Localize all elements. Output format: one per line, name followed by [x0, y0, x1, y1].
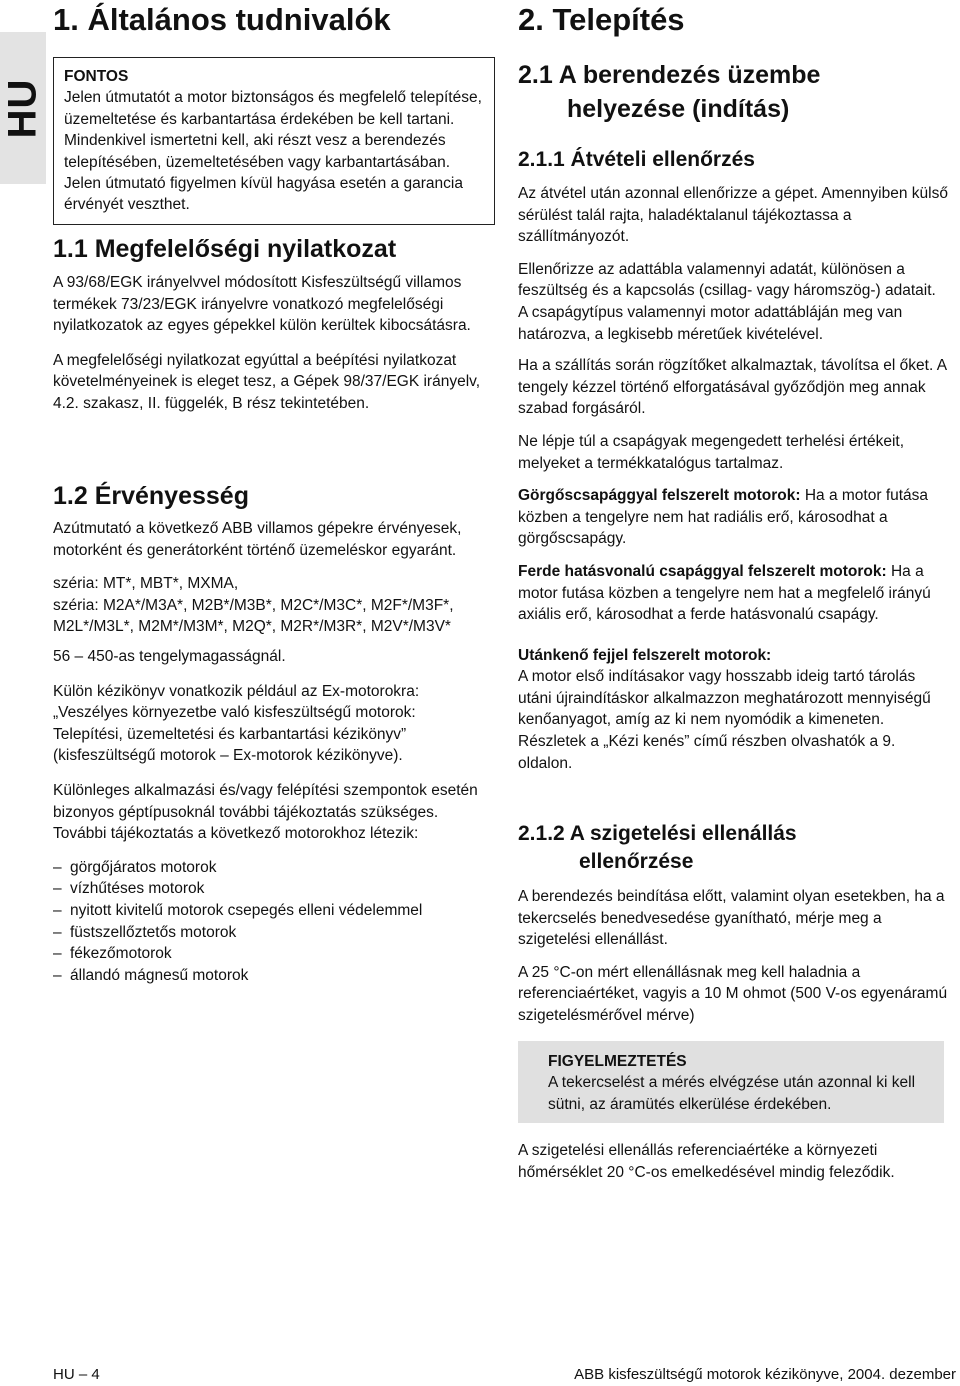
- important-notice-text: Jelen útmutatót a motor biztonságos és megfelelő telepítése, üzemeltetése és karbantartása érdekében be kell tartani. Mindenkivel ismertetni kell, aki részt vesz a berendezés telepítésében, üzemeltetésében vagy karbantartásában. Jelen útmutató figyelmen kívül hagyása esetén a garancia érvényét veszthet.: [64, 89, 482, 214]
- grease-nipple-label: Utánkenő fejjel felszerelt motorok:: [518, 646, 772, 664]
- acceptance-paragraph-1: Az átvétel után azonnal ellenőrizze a gépet. Amennyiben külső sérülést talál rajta, haladéktalanul tájékoztassa a szállítmányozót.: [518, 185, 948, 246]
- angular-bearing-note: [518, 561, 948, 626]
- section-2-1-2: [518, 820, 948, 1027]
- page-number: HU – 4: [53, 1366, 100, 1383]
- language-tab: [0, 32, 46, 184]
- angular-bearing-text: Ha a motor futása közben a tengelyre nem hat a megfelelő irányú axiális erő, károsodhat a ferde hatásvonalú csapágy.: [518, 562, 931, 624]
- list-item: – állandó mágnesű motorok: [53, 965, 483, 987]
- list-item: – fékezőmotorok: [53, 943, 483, 965]
- list-item: – görgőjáratos motorok: [53, 857, 483, 879]
- section-1-2-paragraph-1: Azútmutató a következő ABB villamos gépekre érvényesek, motorként és generátorként történő üzemeléskor egyaránt.: [53, 520, 462, 559]
- list-item: – füstszellőztetős motorok: [53, 922, 483, 944]
- angular-bearing-label: Ferde hatásvonalú csapággyal felszerelt motorok:: [518, 562, 887, 580]
- ex-motor-note: Külön kézikönyv vonatkozik például az Ex-motorokra: „Veszélyes környezetbe való kisfeszültségű motorok: Telepítési, üzemeltetési és karbantartási kézikönyv” (kisfeszültségű motorok – Ex-motorok kézikönyve).: [53, 682, 420, 765]
- section-1-1-paragraph-2: A megfelelőségi nyilatkozat egyúttal a beépítési nyilatkozat követelményeinek is eleget tesz, a Gépek 98/37/EGK irányelv, 4.2. szakasz, II. függelék, B rész tekintetében.: [53, 351, 481, 412]
- section-2-title: 2. Telepítés: [518, 2, 685, 37]
- warning-heading: FIGYELMEZTETÉS: [548, 1053, 687, 1070]
- section-1-title: 1. Általános tudnivalók: [53, 2, 391, 37]
- section-1-1: [53, 234, 499, 415]
- acceptance-paragraph-3: Ha a szállítás során rögzítőket alkalmaztak, távolítsa el őket. A tengely kézzel történő elforgatásával győződjön meg annak szabad forgásáról.: [518, 357, 947, 418]
- section-2-1-1-heading: 2.1.1 Átvételi ellenőrzés: [518, 148, 755, 171]
- acceptance-paragraph-2: Ellenőrizze az adattábla valamennyi adatát, különösen a feszültség és a kapcsolás (csillag- vagy háromszög-) adatait. A csapágytípus valamennyi motor adattábláján meg van határozva, a legkisebb méretűek kivételével.: [518, 260, 936, 343]
- insulation-paragraph-3: A szigetelési ellenállás referenciaértéke a környezeti hőmérséklet 20 °C-os emelkedésével mindig feleződik.: [518, 1142, 895, 1181]
- list-item: – vízhűtéses motorok: [53, 878, 483, 900]
- section-2-1-2-heading-line-2: ellenőrzése: [579, 850, 694, 873]
- section-1-2: [53, 481, 483, 986]
- section-1-2-heading: 1.2 Érvényesség: [53, 482, 249, 510]
- motor-types-list: [53, 857, 483, 987]
- important-notice: [53, 57, 495, 225]
- section-2-1-heading-line-2: helyezése (indítás): [567, 95, 790, 123]
- series-line-2: széria: M2A*/M3A*, M2B*/M3B*, M2C*/M3C*, M2F*/M3F*, M2L*/M3L*, M2M*/M3M*, M2Q*, M2R*/M3R*, M2V*/M3V*: [53, 596, 454, 636]
- warning-text: A tekercselést a mérés elvégzése után azonnal ki kell sütni, az áramütés elkerülése érdekében.: [548, 1074, 916, 1113]
- shaft-height: 56 – 450-as tengelymagasságnál.: [53, 647, 286, 665]
- insulation-paragraph-2: A 25 °C-on mért ellenállásnak meg kell haladnia a referenciaértéket, vagyis a 10 M ohmot (500 V-os egyenáramú szigetelésmérővel mérve): [518, 963, 948, 1024]
- list-item: – nyitott kivitelű motorok csepegés elleni védelemmel: [53, 900, 483, 922]
- roller-bearing-label: Görgőscsapággyal felszerelt motorok:: [518, 487, 801, 505]
- section-2-1-2-heading-line-1: 2.1.2 A szigetelési ellenállás: [518, 822, 797, 845]
- language-tab-label: HU: [0, 78, 45, 138]
- insulation-paragraph-1: A berendezés beindítása előtt, valamint olyan esetekben, ha a tekercselés benedvesedése gyanítható, mérje meg a szigetelési ellenállást.: [518, 888, 945, 949]
- acceptance-paragraph-4: Ne lépje túl a csapágyak megengedett terhelési értékeit, melyeket a termékkatalógus tartalmaz.: [518, 432, 905, 472]
- manual-lubrication-reference: Részletek a „Kézi kenés” című részben olvashatók a 9. oldalon.: [518, 733, 896, 772]
- section-1-1-heading: 1.1 Megfelelőségi nyilatkozat: [53, 235, 397, 263]
- important-notice-heading: FONTOS: [64, 68, 129, 85]
- section-2-1-1: [518, 146, 948, 774]
- section-2-1-heading-line-1: 2.1 A berendezés üzembe: [518, 61, 821, 89]
- grease-nipple-text: A motor első indításakor vagy hosszabb ideig tartó tárolás utáni újraindításkor alkalmazzon meghatározott mennyiségű kenőanyagot, amíg az ki nem nyomódik a kimeneten.: [518, 668, 931, 729]
- roller-bearing-note: [518, 485, 948, 550]
- section-1-1-paragraph-1: A 93/68/EGK irányelvvel módosított Kisfeszültségű villamos termékek 73/23/EGK irányelvre vonatkozó megfelelőségi nyilatkozatok az egyes gépekkel külön kerültek kibocsátásra.: [53, 274, 471, 335]
- grease-nipple-note: [518, 645, 948, 731]
- document-title: ABB kisfeszültségű motorok kézikönyve, 2004. dezember: [574, 1366, 956, 1383]
- special-application-note: Különleges alkalmazási és/vagy felépítési szempontok esetén bizonyos géptípusoknál további tájékoztatás szükséges. További tájékoztatás a következő motorokhoz létezik:: [53, 781, 478, 843]
- series-line-1: széria: MT*, MBT*, MXMA,: [53, 575, 239, 593]
- roller-bearing-text: Ha a motor futása közben a tengelyre nem hat radiális erő, károsodhat a görgőscsapágy.: [518, 487, 929, 548]
- warning-box: [518, 1041, 944, 1123]
- insulation-reference-note: [518, 1140, 948, 1183]
- section-2-1: [518, 60, 948, 124]
